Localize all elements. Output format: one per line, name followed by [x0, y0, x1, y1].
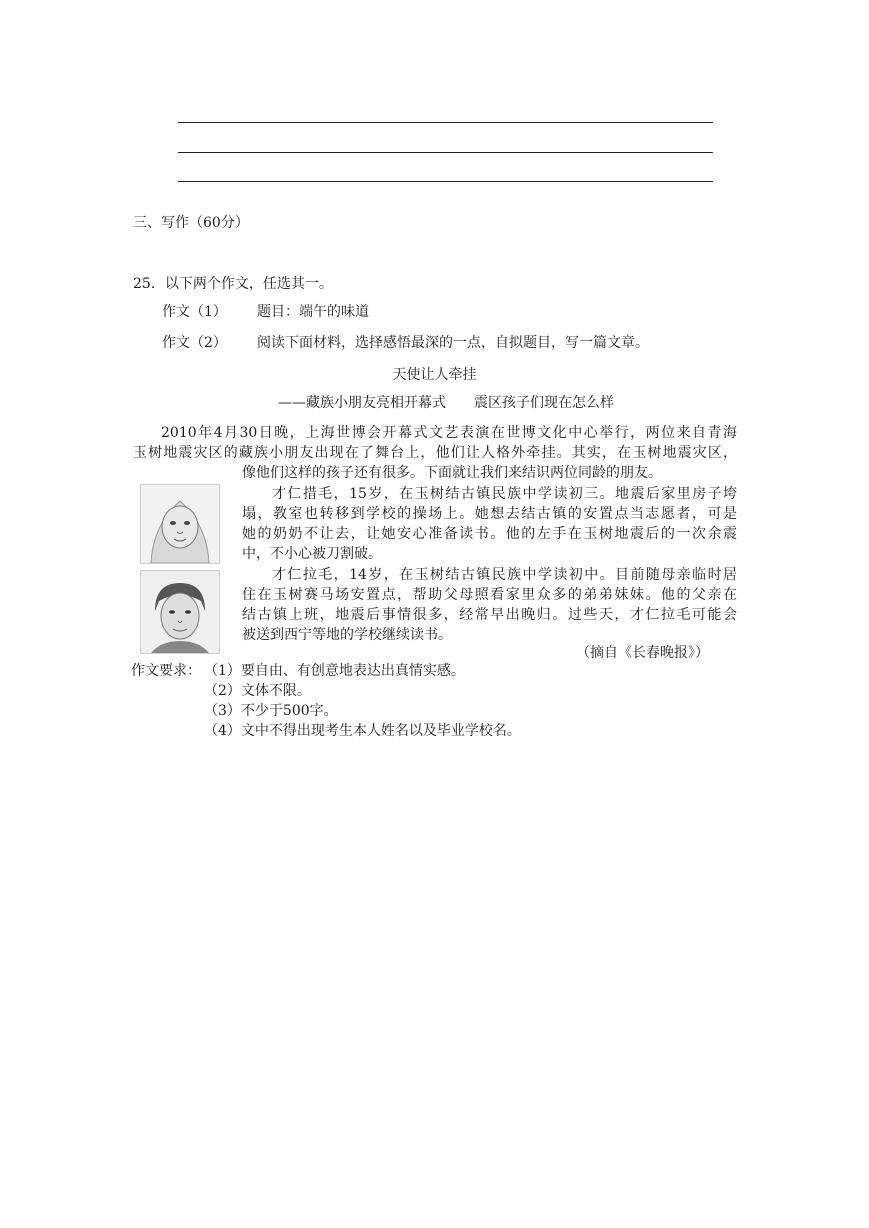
- kid2-line: 被送到西宁等地的学校继续读书。: [242, 627, 452, 643]
- section-title: 三、写作（60分）: [133, 215, 249, 231]
- kid-photo-1: [140, 484, 220, 564]
- kid2-line: 才仁拉毛，14岁，在玉树结古镇民族中学读初中。目前随母亲临时居: [272, 567, 737, 583]
- kid1-line: 她的奶奶不让去，让她安心准备读书。他的左手在玉树地震后的一次余震: [242, 526, 737, 542]
- answer-line: [178, 152, 713, 153]
- intro-line: 像他们这样的孩子还有很多。下面就让我们来结识两位同龄的朋友。: [242, 465, 662, 481]
- requirement-item: （3）不少于500字。: [204, 703, 338, 719]
- intro-line: 玉树地震灾区的藏族小朋友出现在了舞台上，他们让人格外牵挂。其实，在玉树地震灾区，: [133, 445, 737, 461]
- option2-text: 阅读下面材料，选择感悟最深的一点，自拟题目，写一篇文章。: [257, 335, 649, 351]
- option1-text: 题目：端午的味道: [257, 304, 369, 320]
- article-source: （摘自《长春晚报》）: [576, 645, 709, 661]
- kid1-line: 才仁措毛，15岁，在玉树结古镇民族中学读初三。地震后家里房子垮: [272, 486, 737, 502]
- answer-line: [178, 181, 713, 182]
- question-prompt: 25．以下两个作文，任选其一。: [133, 276, 333, 292]
- kid1-line: 中，不小心被刀割破。: [242, 546, 382, 562]
- option1-label: 作文（1）: [162, 304, 227, 320]
- kid1-line: 塌，教室也转移到学校的操场上。她想去结古镇的安置点当志愿者，可是: [242, 506, 737, 522]
- requirements-label: 作文要求：: [131, 663, 201, 679]
- kid-photo-2: [140, 570, 220, 654]
- article-title: 天使让人牵挂: [392, 367, 477, 383]
- requirement-item: （2）文体不限。: [204, 683, 311, 699]
- answer-line: [178, 122, 713, 123]
- requirement-item: （4）文中不得出现考生本人姓名以及毕业学校名。: [204, 723, 521, 739]
- article-subtitle: ——藏族小朋友亮相开幕式 震区孩子们现在怎么样: [278, 395, 614, 411]
- requirement-item: （1）要自由、有创意地表达出真情实感。: [204, 663, 465, 679]
- kid2-line: 结古镇上班，地震后事情很多，经常早出晚归。过些天，才仁拉毛可能会: [242, 607, 737, 623]
- intro-line: 2010年4月30日晚，上海世博会开幕式文艺表演在世博文化中心举行，两位来自青海: [161, 425, 737, 441]
- kid2-line: 住在玉树赛马场安置点，帮助父母照看家里众多的弟弟妹妹。他的父亲在: [242, 587, 737, 603]
- option2-label: 作文（2）: [162, 335, 227, 351]
